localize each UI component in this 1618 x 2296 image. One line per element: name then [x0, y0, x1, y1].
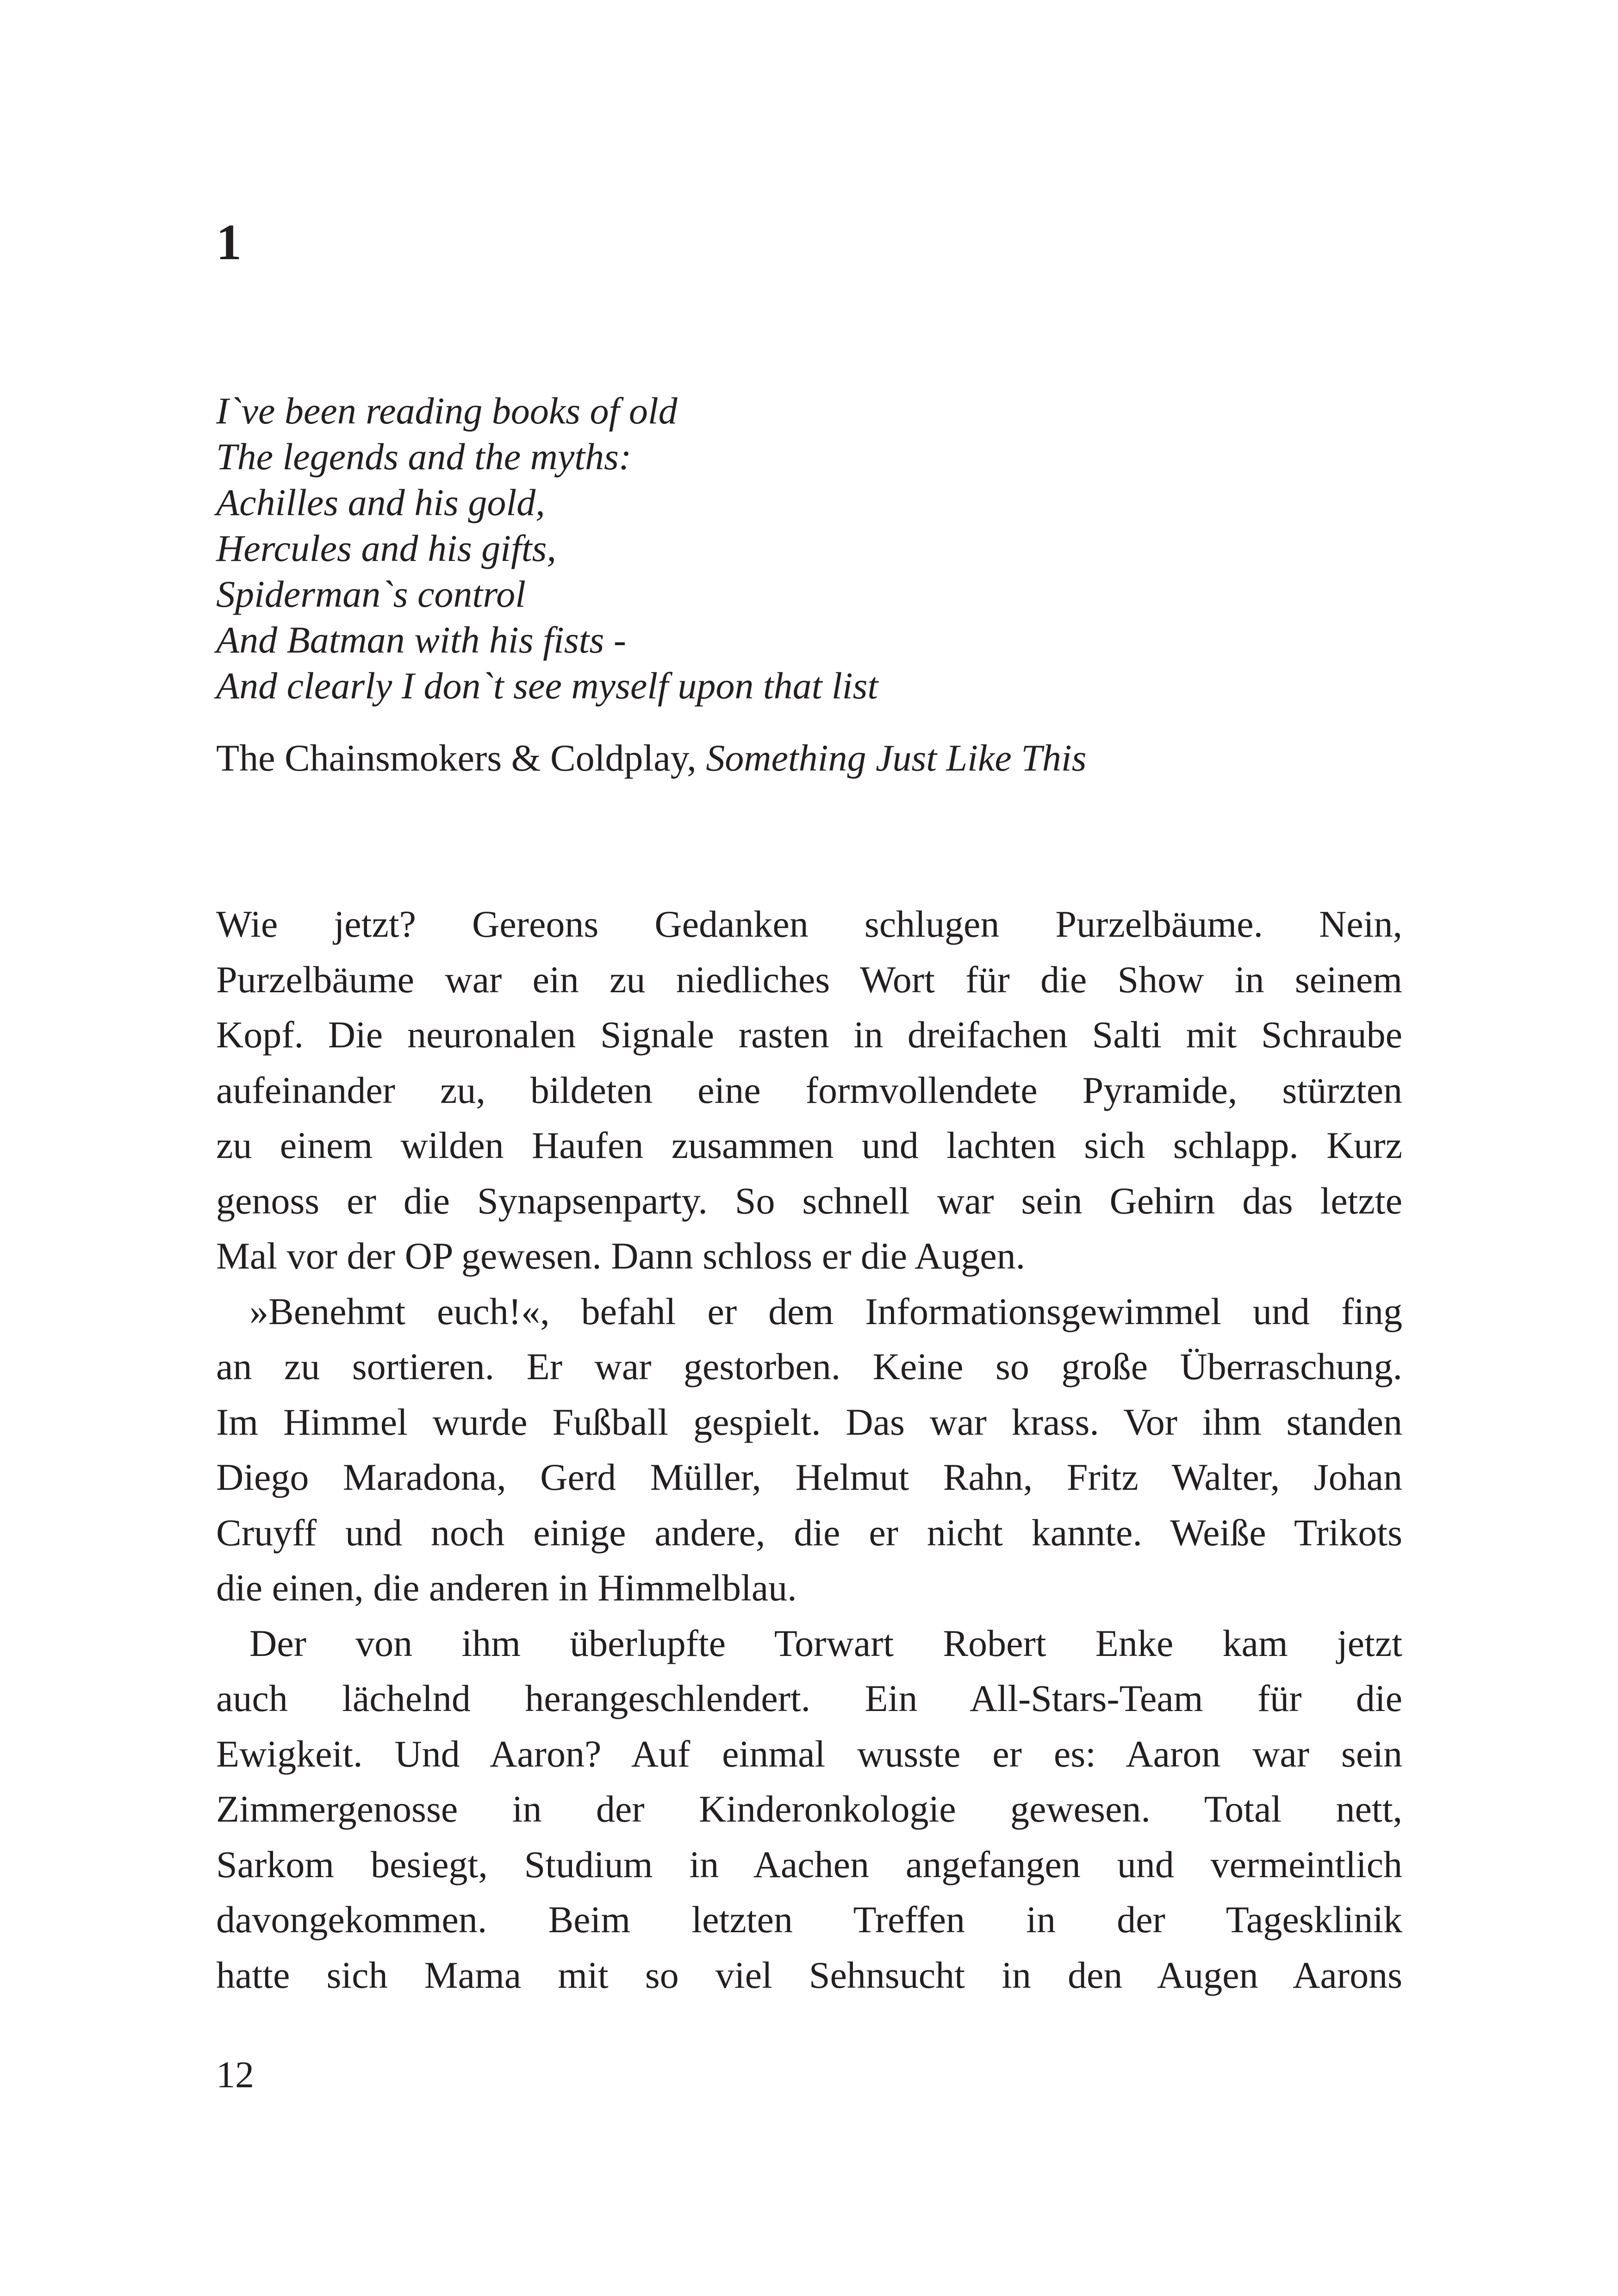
text-line: auch lächelnd herangeschlendert. Ein All-Stars-Team für die — [216, 1677, 1402, 1719]
paragraph — [216, 1616, 1402, 2003]
text-line: hatte sich Mama mit so viel Sehnsucht in den Augen Aarons — [216, 1954, 1402, 1996]
paragraph — [216, 1284, 1402, 1616]
text-line: aufeinander zu, bildeten eine formvollendete Pyramide, stürzten — [216, 1069, 1402, 1111]
epigraph-source-title: Something Just Like This — [706, 737, 1087, 779]
text-line: Wie jetzt? Gereons Gedanken schlugen Purzelbäume. Nein, — [216, 903, 1402, 945]
text-line: Im Himmel wurde Fußball gespielt. Das war krass. Vor ihm standen — [216, 1400, 1402, 1443]
page-number: 12 — [216, 2053, 254, 2096]
text-line: genoss er die Synapsenparty. So schnell war sein Gehirn das letzte — [216, 1179, 1402, 1222]
epigraph-source-author: The Chainsmokers & Coldplay, — [216, 737, 706, 779]
text-line: Diego Maradona, Gerd Müller, Helmut Rahn, Fritz Walter, Johan — [216, 1456, 1402, 1498]
epigraph — [216, 388, 1419, 709]
epigraph-line: And clearly I don`t see myself upon that list — [216, 665, 878, 707]
epigraph-source — [216, 735, 1087, 781]
epigraph-line: Hercules and his gifts, — [216, 527, 556, 569]
text-line: »Benehmt euch!«, befahl er dem Informationsgewimmel und fing — [249, 1290, 1402, 1332]
epigraph-line: I`ve been reading books of old — [216, 390, 678, 432]
text-line: Kopf. Die neuronalen Signale rasten in dreifachen Salti mit Schraube — [216, 1014, 1402, 1056]
text-line: Sarkom besiegt, Studium in Aachen angefangen und vermeintlich — [216, 1843, 1402, 1885]
epigraph-line: The legends and the myths: — [216, 436, 632, 478]
chapter-number: 1 — [216, 214, 242, 270]
text-line: Ewigkeit. Und Aaron? Auf einmal wusste er es: Aaron war sein — [216, 1732, 1402, 1775]
text-line: Mal vor der OP gewesen. Dann schloss er die Augen. — [216, 1235, 1026, 1277]
paragraph — [216, 896, 1402, 1284]
text-line: an zu sortieren. Er war gestorben. Keine so große Überraschung. — [216, 1345, 1402, 1388]
epigraph-line: And Batman with his fists - — [216, 619, 627, 661]
text-line: Purzelbäume war ein zu niedliches Wort für die Show in seinem — [216, 958, 1402, 1001]
epigraph-line: Spiderman`s control — [216, 573, 526, 615]
text-line: Der von ihm überlupfte Torwart Robert Enke kam jetzt — [249, 1622, 1402, 1664]
text-line: davongekommen. Beim letzten Treffen in der Tagesklinik — [216, 1898, 1402, 1941]
epigraph-line: Achilles and his gold, — [216, 481, 545, 523]
text-line: zu einem wilden Haufen zusammen und lachten sich schlapp. Kurz — [216, 1124, 1402, 1166]
text-line: die einen, die anderen in Himmelblau. — [216, 1567, 797, 1609]
text-line: Zimmergenosse in der Kinderonkologie gewesen. Total nett, — [216, 1788, 1402, 1830]
body-text — [216, 896, 1402, 2003]
text-line: Cruyff und noch einige andere, die er nicht kannte. Weiße Trikots — [216, 1511, 1402, 1554]
